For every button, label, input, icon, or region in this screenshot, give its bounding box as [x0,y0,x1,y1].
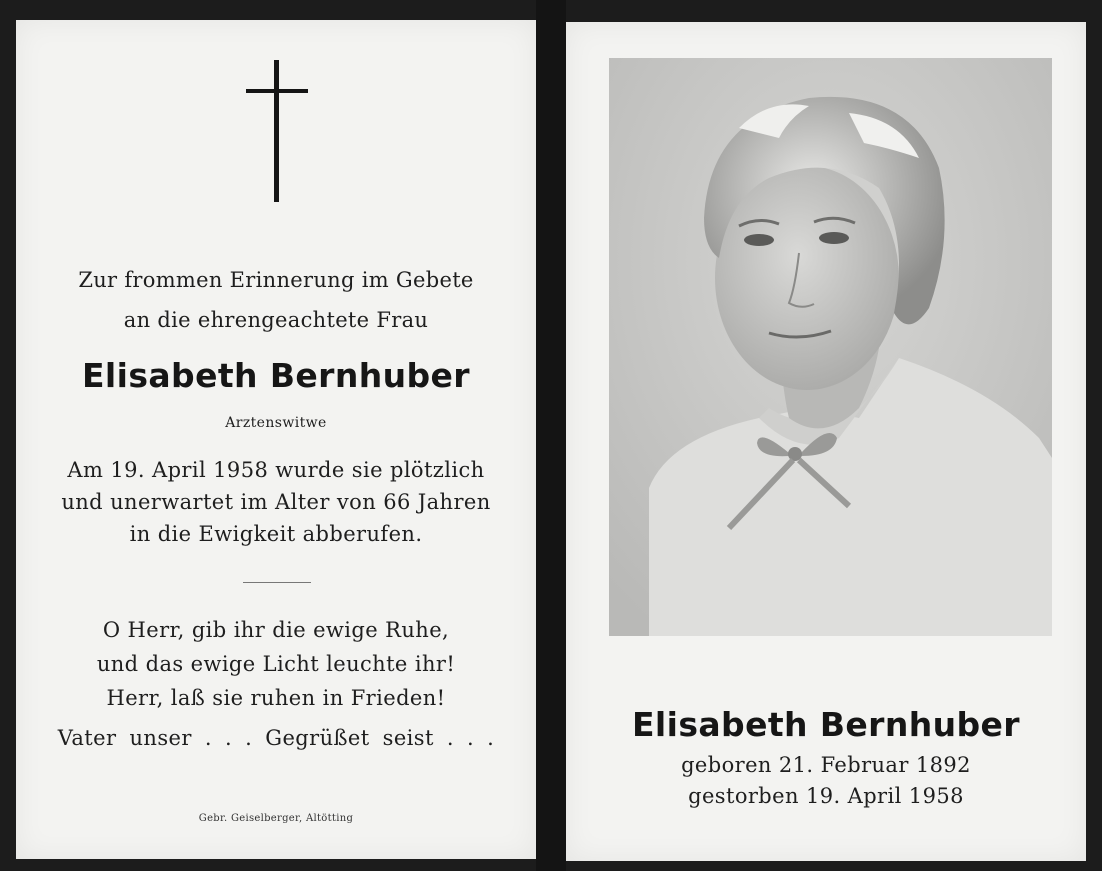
printer-credit: Gebr. Geiselberger, Altötting [198,813,354,824]
intro-line-1: Zur frommen Erinnerung im Gebete [78,268,474,292]
divider [243,582,311,583]
death-date: gestorben 19. April 1958 [688,784,964,808]
death-notice-line-1: Am 19. April 1958 wurde sie plötzlich [67,458,485,482]
birth-date: geboren 21. Februar 1892 [681,753,971,777]
prayer-line-2: und das ewige Licht leuchte ihr! [96,652,456,676]
right-page [566,22,1086,861]
portrait-photo [609,58,1052,636]
death-notice-line-2: und unerwartet im Alter von 66 Jahren [61,490,491,514]
death-notice-line-3: in die Ewigkeit abberufen. [129,522,423,546]
prayer-line-1: O Herr, gib ihr die ewige Ruhe, [102,618,450,642]
deceased-title: Arztenswitwe [225,415,327,431]
card-spine [536,0,566,871]
deceased-name: Elisabeth Bernhuber [81,356,470,395]
cross-icon [246,60,308,202]
prayer-line-3: Herr, laß sie ruhen in Frieden! [106,686,446,710]
deceased-name-right: Elisabeth Bernhuber [631,705,1020,744]
left-page [16,20,536,859]
prayer-line-4: Vater unser . . . Gegrüßet seist . . . [57,726,495,750]
portrait-illustration [609,58,1052,636]
intro-line-2: an die ehrengeachtete Frau [123,308,429,332]
